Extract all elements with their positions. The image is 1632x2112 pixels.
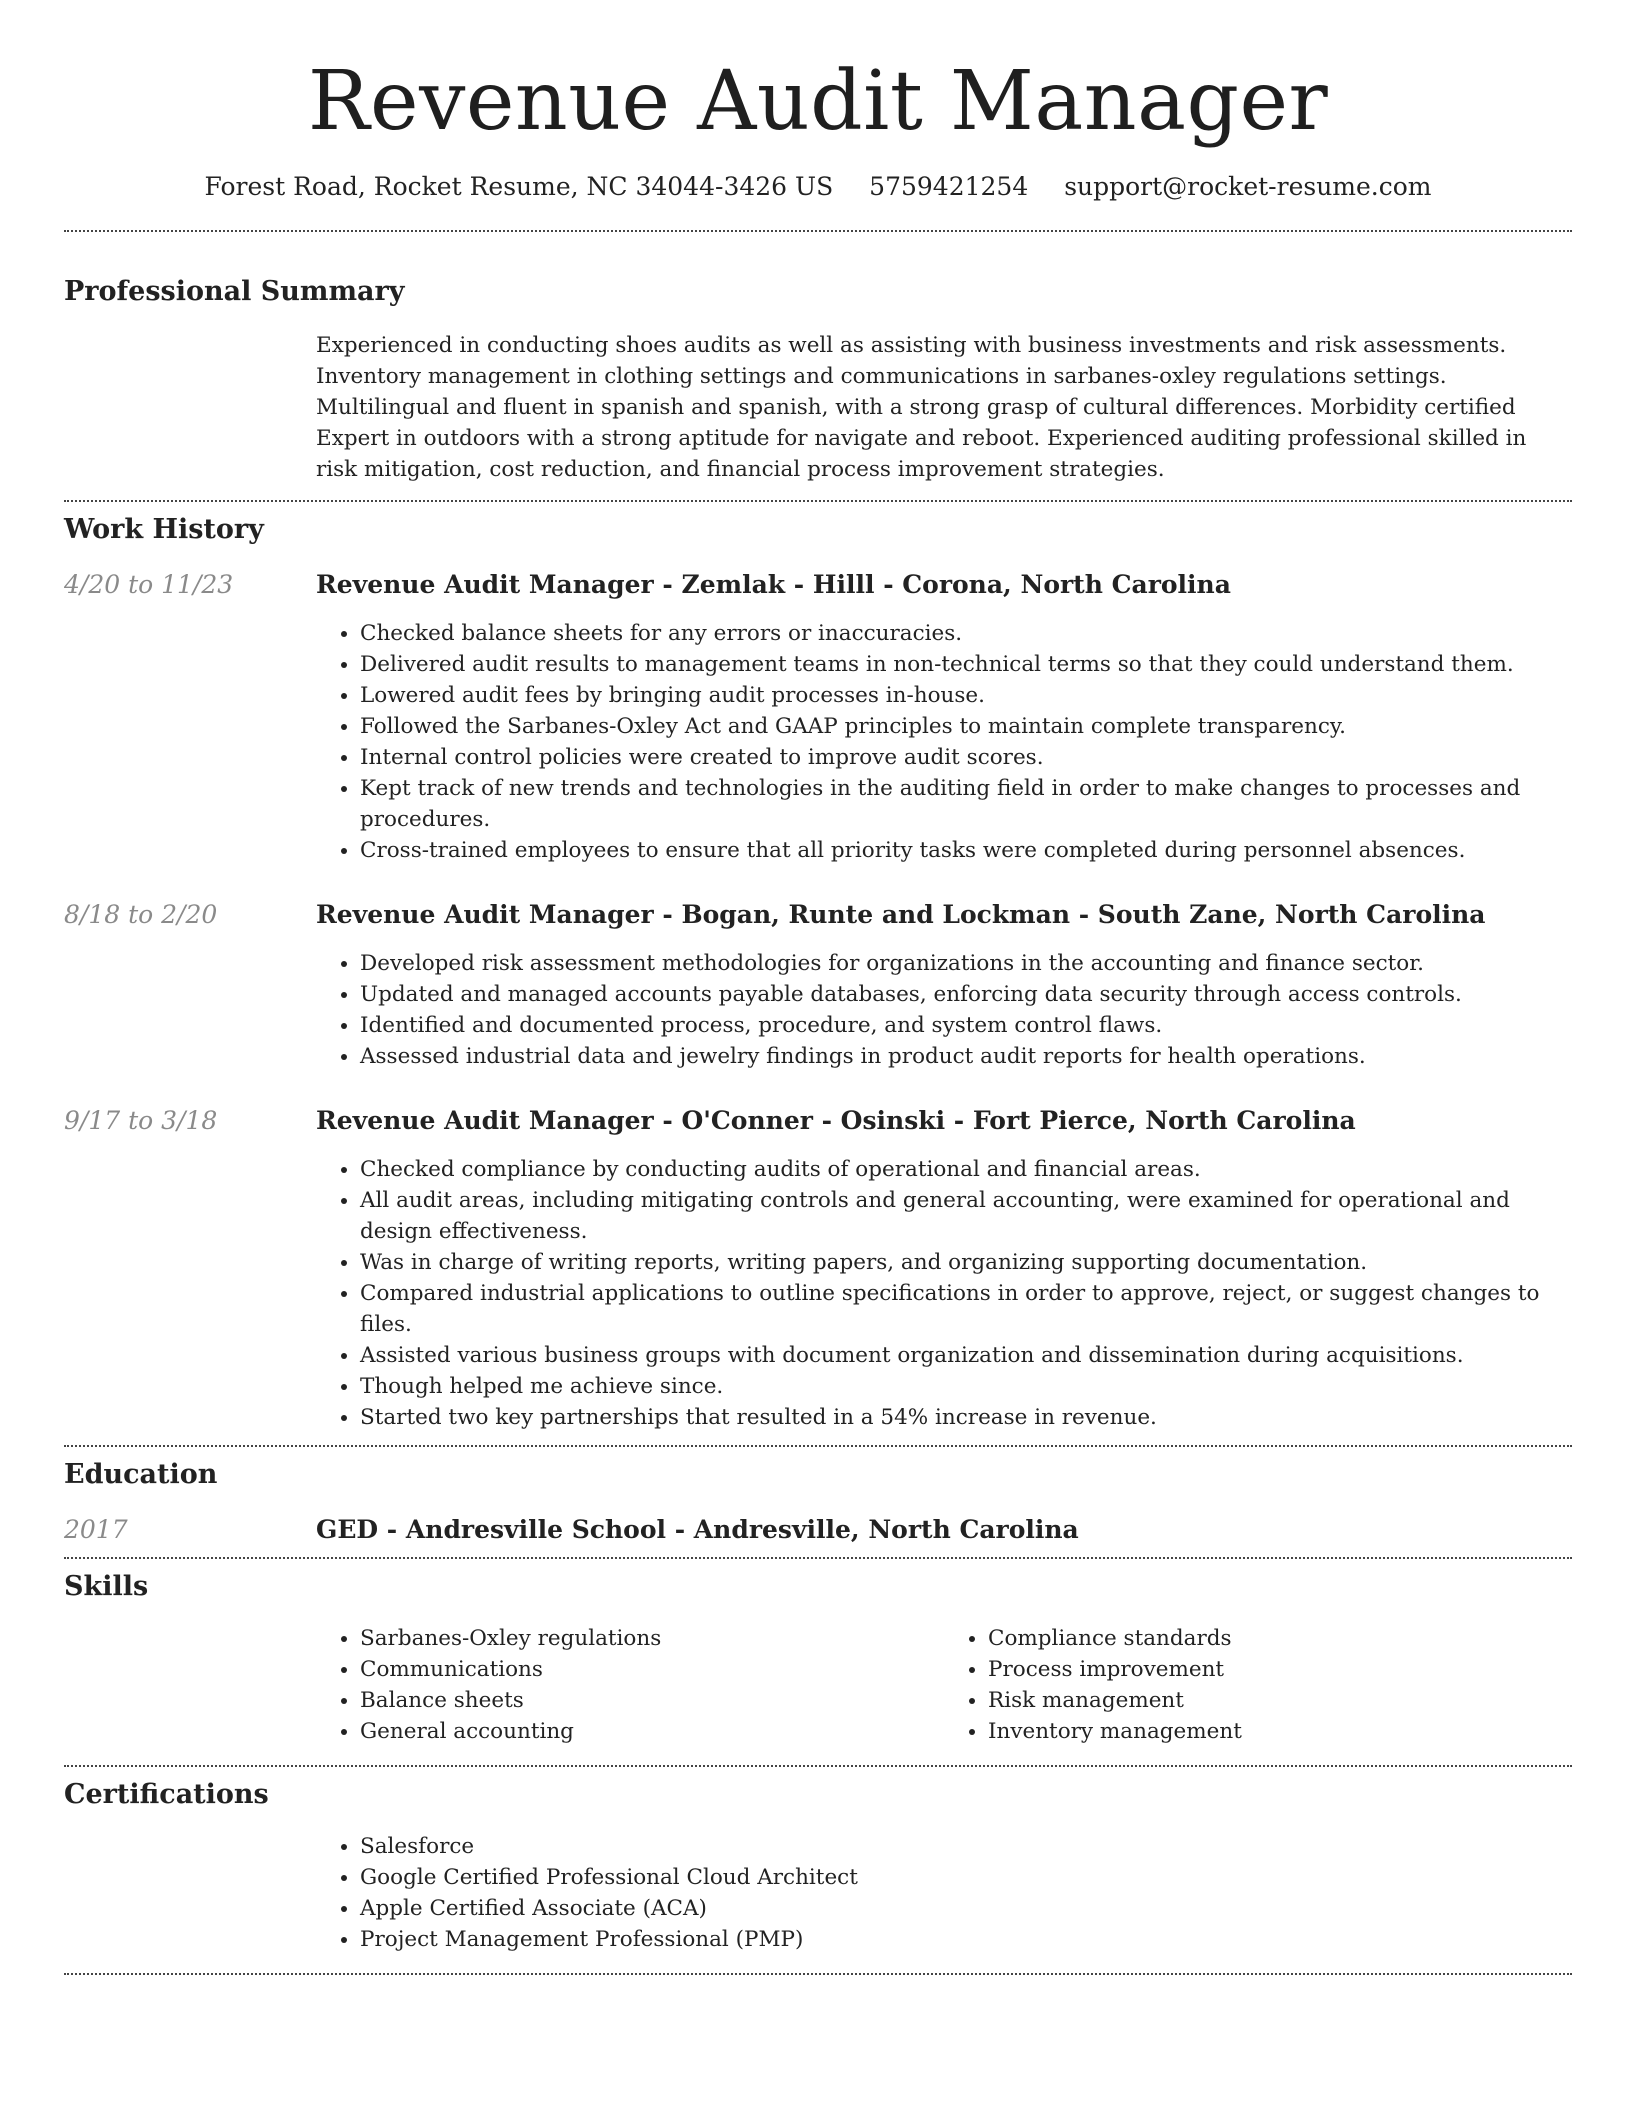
list-item: • Though helped me achieve since. <box>360 1371 1572 1402</box>
job-entry <box>64 898 1572 1072</box>
contact-phone: 5759421254 <box>869 172 1029 201</box>
list-item: • Compared industrial applications to outline specifications in order to approve, reject, or suggest changes to files. <box>360 1278 1572 1340</box>
list-item: • Followed the Sarbanes-Oxley Act and GAAP principles to maintain complete transparency. <box>360 711 1572 742</box>
list-item: • Salesforce <box>360 1831 1572 1862</box>
education-date: 2017 <box>64 1515 128 1544</box>
education-title: Education <box>64 1459 218 1490</box>
list-item: • Google Certified Professional Cloud Architect <box>360 1862 1572 1893</box>
certifications-list <box>316 1831 1572 1955</box>
list-item: • All audit areas, including mitigating controls and general accounting, were examined for operational and design effectiveness. <box>360 1185 1572 1247</box>
summary-section <box>64 232 1572 485</box>
contact-email: support@rocket-resume.com <box>1064 172 1432 201</box>
resume-header <box>64 0 1572 204</box>
list-item: • Identified and documented process, procedure, and system control flaws. <box>360 1010 1572 1041</box>
work-history-section <box>64 502 1572 1433</box>
summary-text: Experienced in conducting shoes audits as well as assisting with business investments and risk assessments. Inventory management in clothing settings and communications in sarbanes-oxley regulations settings. Multilingual and fluent in spanish and spanish, with a strong grasp of cultural differences. Morbidity certified Expert in outdoors with a strong aptitude for navigate and reboot. Experienced auditing professional skilled in risk mitigation, cost reduction, and financial process improvement strategies. <box>316 333 1527 482</box>
list-item: • Risk management <box>988 1685 1572 1716</box>
skills-section <box>64 1559 1572 1747</box>
contact-line <box>64 170 1572 204</box>
list-item: • Assessed industrial data and jewelry findings in product audit reports for health operations. <box>360 1041 1572 1072</box>
job-title: Revenue Audit Manager - Bogan, Runte and Lockman - South Zane, North Carolina <box>316 900 1486 929</box>
list-item: • Apple Certified Associate (ACA) <box>360 1893 1572 1924</box>
list-item: • Balance sheets <box>360 1685 944 1716</box>
skills-list-right <box>944 1623 1572 1747</box>
list-item: • General accounting <box>360 1716 944 1747</box>
certifications-section <box>64 1767 1572 1955</box>
job-title: Revenue Audit Manager - O'Conner - Osinski - Fort Pierce, North Carolina <box>316 1106 1356 1135</box>
certifications-title: Certifications <box>64 1779 269 1810</box>
job-entry <box>64 1104 1572 1433</box>
divider <box>64 1973 1572 1975</box>
job-dates: 9/17 to 3/18 <box>64 1106 218 1135</box>
job-title: Revenue Audit Manager - Zemlak - Hilll - Corona, North Carolina <box>316 570 1231 599</box>
list-item: • Kept track of new trends and technologies in the auditing field in order to make changes to processes and procedures. <box>360 773 1572 835</box>
job-entry <box>64 568 1572 866</box>
job-dates: 8/18 to 2/20 <box>64 900 218 929</box>
list-item: • Lowered audit fees by bringing audit processes in-house. <box>360 680 1572 711</box>
education-section <box>64 1447 1572 1547</box>
list-item: • Developed risk assessment methodologies for organizations in the accounting and finance sector. <box>360 948 1572 979</box>
list-item: • Assisted various business groups with document organization and dissemination during acquisitions. <box>360 1340 1572 1371</box>
list-item: • Communications <box>360 1654 944 1685</box>
list-item: • Project Management Professional (PMP) <box>360 1924 1572 1955</box>
skills-title: Skills <box>64 1571 149 1602</box>
list-item: • Inventory management <box>988 1716 1572 1747</box>
list-item: • Delivered audit results to management teams in non-technical terms so that they could understand them. <box>360 649 1572 680</box>
list-item: • Was in charge of writing reports, writing papers, and organizing supporting documentation. <box>360 1247 1572 1278</box>
job-bullets <box>316 948 1572 1072</box>
list-item: • Checked balance sheets for any errors or inaccuracies. <box>360 618 1572 649</box>
list-item: • Process improvement <box>988 1654 1572 1685</box>
list-item: • Sarbanes-Oxley regulations <box>360 1623 944 1654</box>
job-bullets <box>316 618 1572 866</box>
list-item: • Cross-trained employees to ensure that all priority tasks were completed during personnel absences. <box>360 835 1572 866</box>
list-item: • Checked compliance by conducting audits of operational and financial areas. <box>360 1154 1572 1185</box>
skills-list-left <box>316 1623 944 1747</box>
list-item: • Compliance standards <box>988 1623 1572 1654</box>
skills-columns <box>316 1623 1572 1747</box>
work-history-title: Work History <box>64 514 264 545</box>
summary-title: Professional Summary <box>64 276 405 307</box>
job-dates: 4/20 to 11/23 <box>64 570 234 599</box>
education-degree: GED - Andresville School - Andresville, North Carolina <box>316 1515 1079 1544</box>
education-entry <box>64 1513 1572 1547</box>
contact-address: Forest Road, Rocket Resume, NC 34044-3426 US <box>204 172 834 201</box>
resume-page <box>64 0 1572 1975</box>
list-item: • Internal control policies were created to improve audit scores. <box>360 742 1572 773</box>
job-bullets <box>316 1154 1572 1433</box>
list-item: • Updated and managed accounts payable databases, enforcing data security through access controls. <box>360 979 1572 1010</box>
list-item: • Started two key partnerships that resulted in a 54% increase in revenue. <box>360 1402 1572 1433</box>
candidate-name: Revenue Audit Manager <box>307 54 1329 149</box>
